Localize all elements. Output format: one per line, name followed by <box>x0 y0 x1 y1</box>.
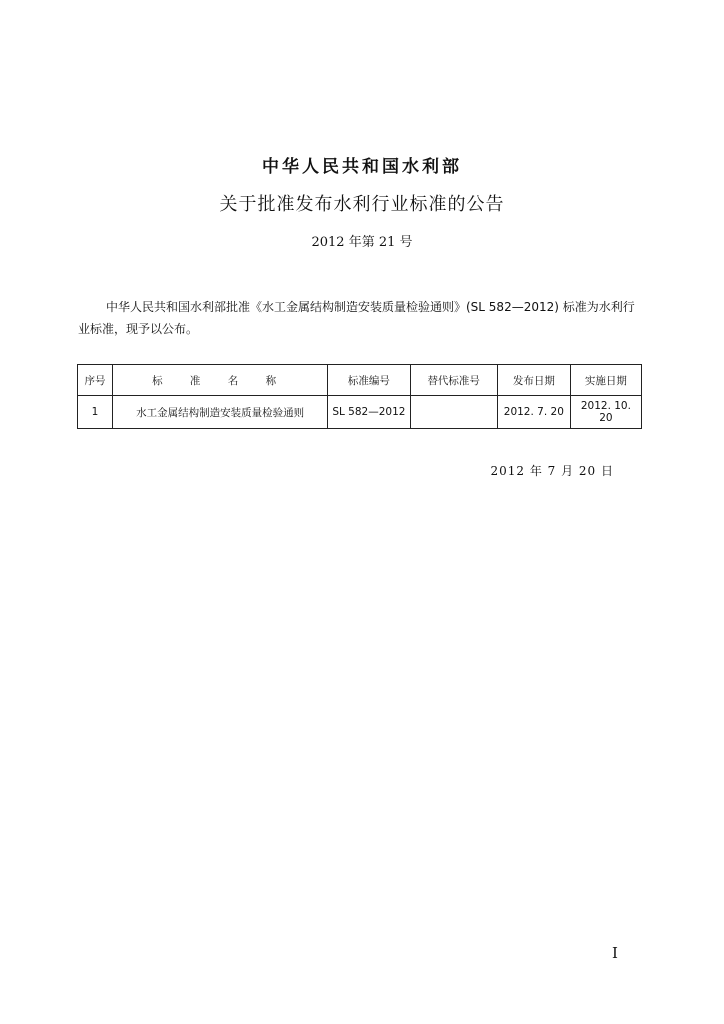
header-replaced-code: 替代标准号 <box>410 365 497 396</box>
cell-seq: 1 <box>78 396 113 429</box>
page-number: I <box>612 944 618 962</box>
announcement-number: 2012 年第 21 号 <box>311 235 413 250</box>
header-seq: 序号 <box>78 365 113 396</box>
cell-standard-code: SL 582—2012 <box>328 396 410 429</box>
cell-effective-date: 2012. 10. 20 <box>570 396 641 429</box>
header-standard-name: 标 准 名 称 <box>112 365 327 396</box>
table-header-row <box>78 365 642 396</box>
announcement-body: 中华人民共和国水利部批准《水工金属结构制造安装质量检验通则》(SL 582—2012) 标准为水利行业标准，现予以公布。 <box>78 300 635 336</box>
cell-standard-name: 水工金属结构制造安装质量检验通则 <box>112 396 327 429</box>
header-publish-date: 发布日期 <box>497 365 570 396</box>
standards-table <box>77 364 642 429</box>
organization-title: 中华人民共和国水利部 <box>262 157 462 177</box>
announcement-title: 关于批准发布水利行业标准的公告 <box>219 194 505 215</box>
header-effective-date: 实施日期 <box>570 365 641 396</box>
table-row <box>78 396 642 429</box>
signature-date: 2012 年 7 月 20 日 <box>490 464 614 478</box>
cell-replaced-code <box>410 396 497 429</box>
header-standard-code: 标准编号 <box>328 365 410 396</box>
cell-publish-date: 2012. 7. 20 <box>497 396 570 429</box>
